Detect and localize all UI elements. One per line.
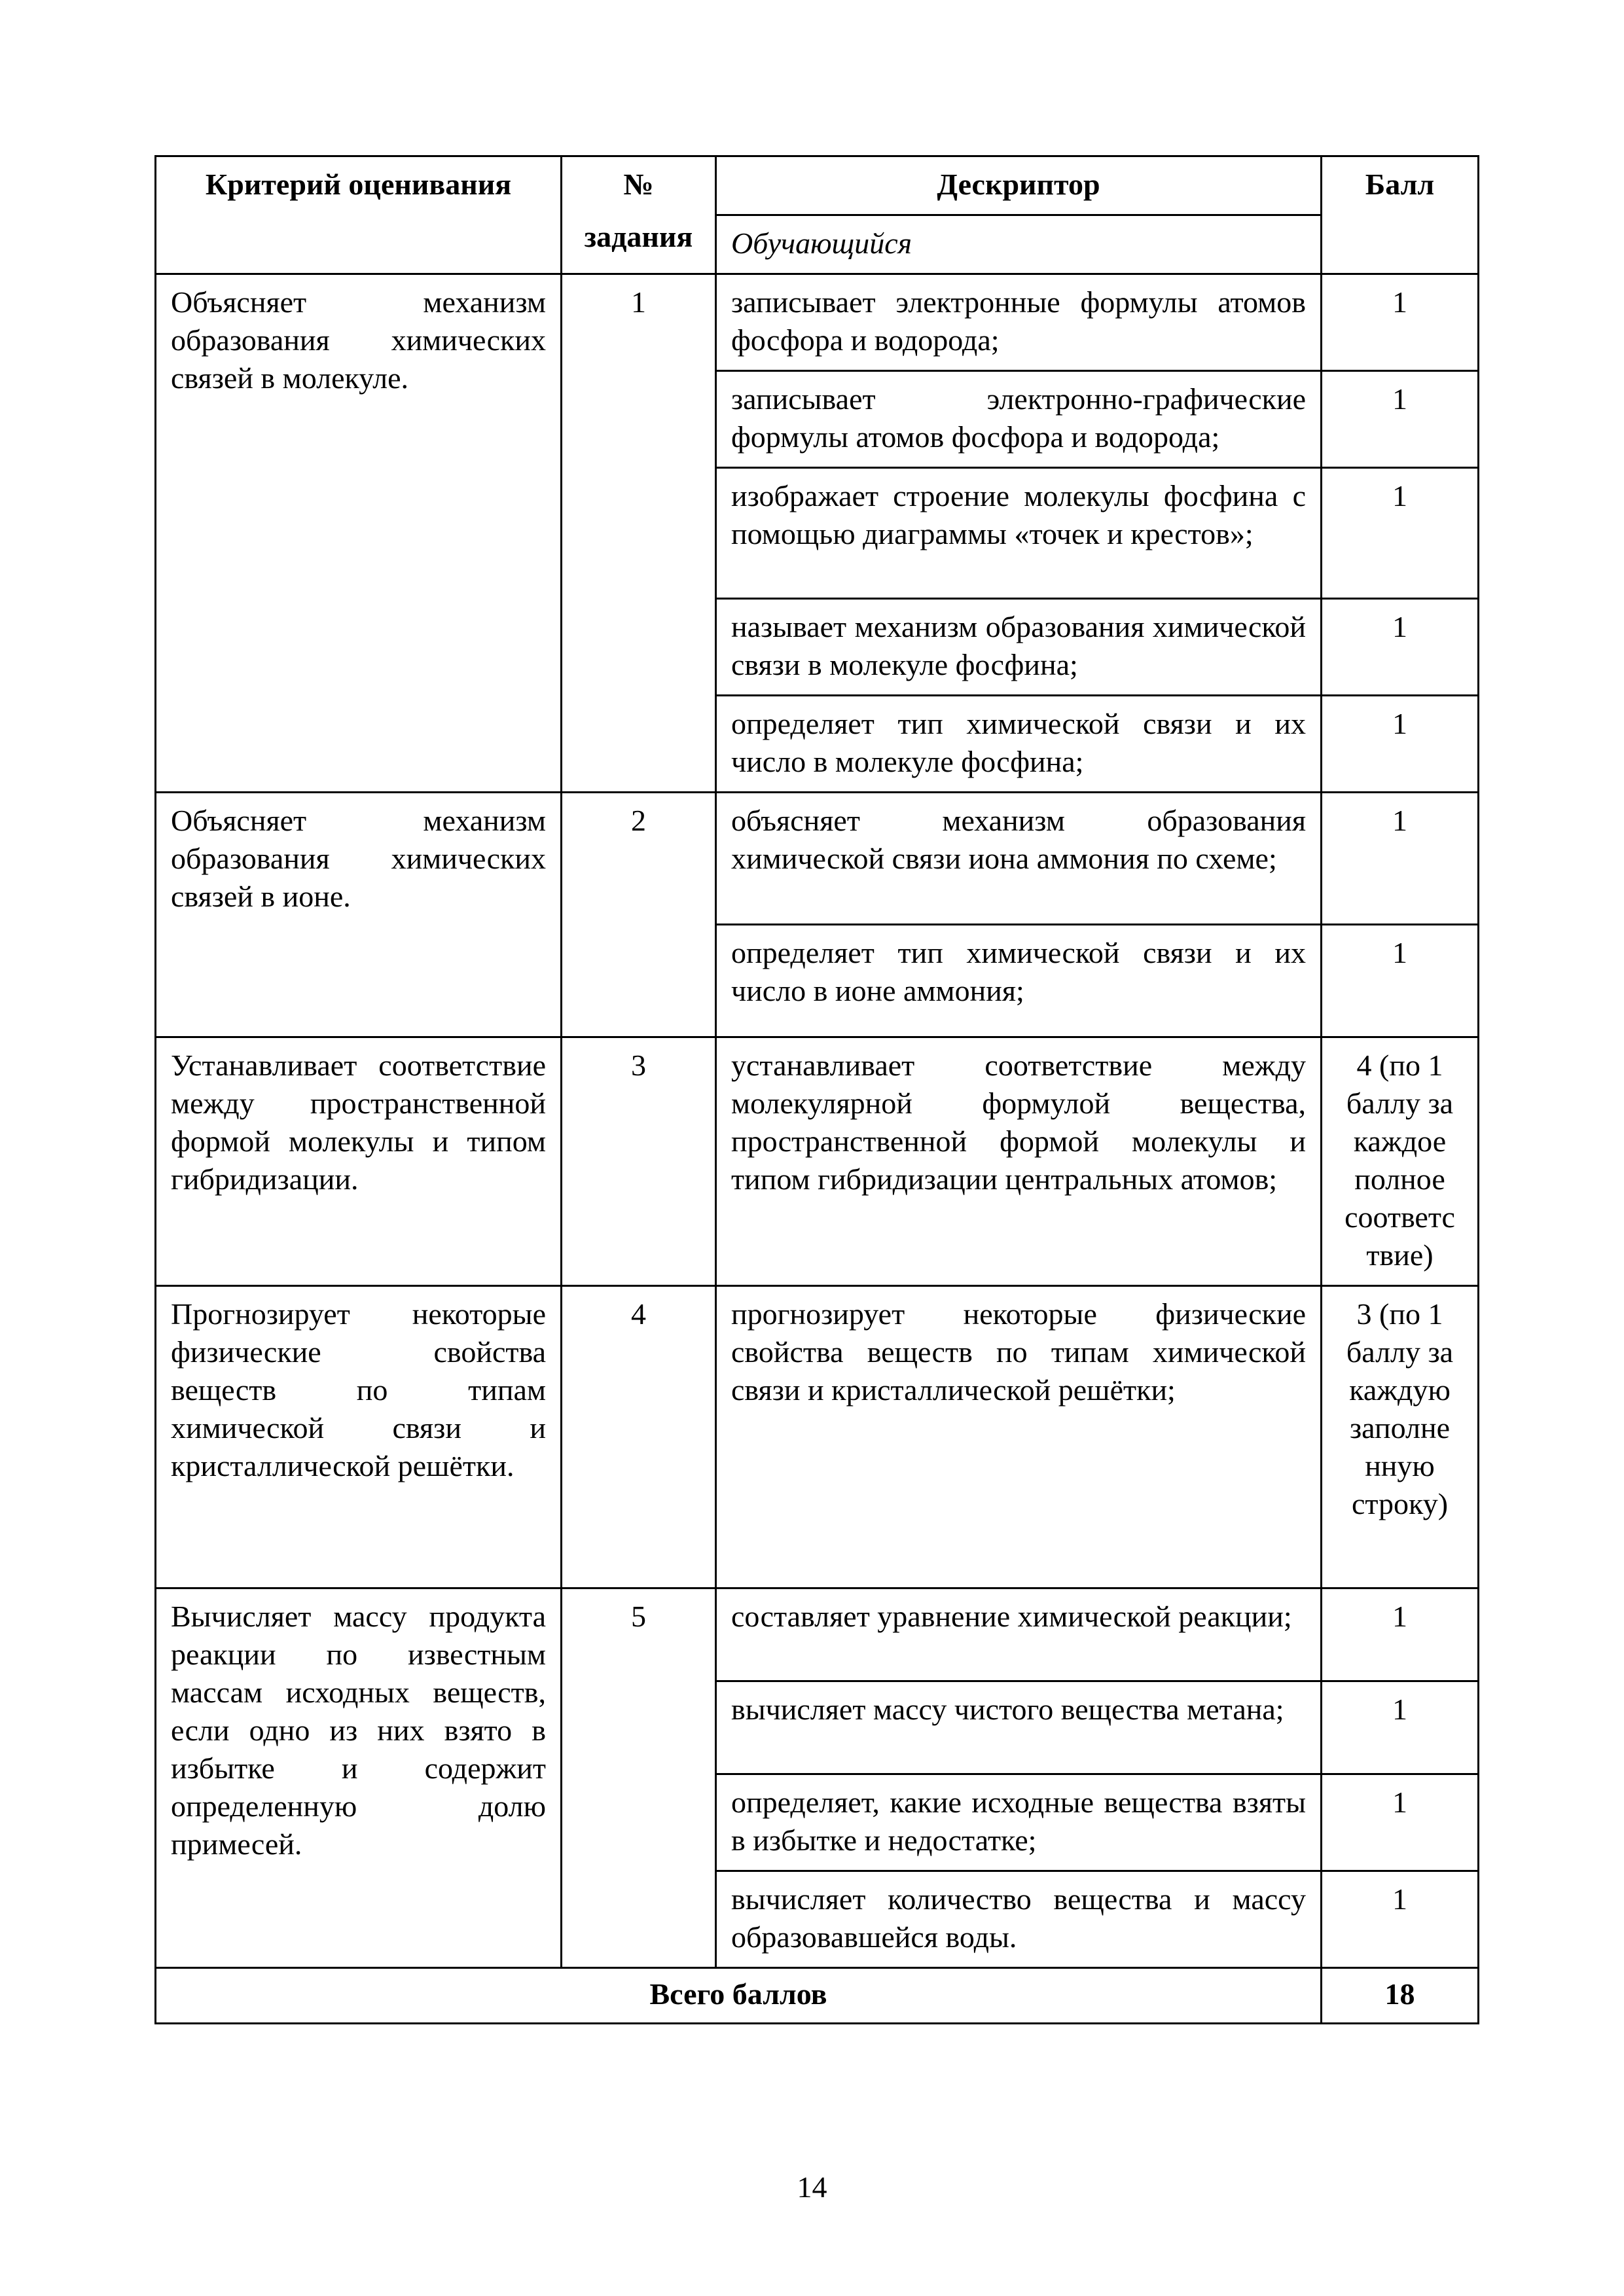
score-cell: 1 <box>1322 1774 1479 1871</box>
score-cell: 4 (по 1 баллу за каждое полное соответс твие) <box>1322 1037 1479 1286</box>
table-row <box>156 1588 1479 1681</box>
score-cell: 1 <box>1322 925 1479 1037</box>
descriptor-cell: объясняет механизм образования химической связи иона аммония по схеме; <box>716 793 1322 925</box>
task-number-cell: 5 <box>562 1588 716 1968</box>
descriptor-cell: составляет уравнение химической реакции; <box>716 1588 1322 1681</box>
assessment-criteria-table <box>154 155 1479 2024</box>
descriptor-cell: прогнозирует некоторые физические свойства веществ по типам химической связи и кристаллической решётки; <box>716 1286 1322 1588</box>
score-cell: 1 <box>1322 599 1479 696</box>
descriptor-cell: определяет тип химической связи и их число в ионе аммония; <box>716 925 1322 1037</box>
criterion-cell: Объясняет механизм образования химических связей в ионе. <box>156 793 562 1037</box>
page-number: 14 <box>797 2170 827 2204</box>
criterion-cell: Объясняет механизм образования химических связей в молекуле. <box>156 274 562 793</box>
score-cell: 3 (по 1 баллу за каждую заполне нную строку) <box>1322 1286 1479 1588</box>
descriptor-cell: записывает электронно-графические формулы атомов фосфора и водорода; <box>716 371 1322 468</box>
descriptor-cell: определяет, какие исходные вещества взяты в избытке и недостатке; <box>716 1774 1322 1871</box>
descriptor-cell: вычисляет количество вещества и массу образовавшейся воды. <box>716 1871 1322 1968</box>
header-score: Балл <box>1322 156 1479 274</box>
score-cell: 1 <box>1322 1681 1479 1774</box>
score-cell: 1 <box>1322 793 1479 925</box>
header-criterion: Критерий оценивания <box>156 156 562 274</box>
table-row <box>156 274 1479 371</box>
total-score: 18 <box>1322 1968 1479 2024</box>
score-cell: 1 <box>1322 1588 1479 1681</box>
table-row <box>156 793 1479 925</box>
descriptor-cell: вычисляет массу чистого вещества метана; <box>716 1681 1322 1774</box>
descriptor-cell: записывает электронные формулы атомов фосфора и водорода; <box>716 274 1322 371</box>
descriptor-cell: определяет тип химической связи и их число в молекуле фосфина; <box>716 696 1322 793</box>
table-row <box>156 1037 1479 1286</box>
score-cell: 1 <box>1322 371 1479 468</box>
score-cell: 1 <box>1322 1871 1479 1968</box>
criterion-cell: Прогнозирует некоторые физические свойства веществ по типам химической связи и кристаллической решётки. <box>156 1286 562 1588</box>
criterion-cell: Вычисляет массу продукта реакции по известным массам исходных веществ, если одно из них взято в избытке и содержит определенную долю примесей. <box>156 1588 562 1968</box>
descriptor-cell: устанавливает соответствие между молекулярной формулой вещества, пространственной формой молекулы и типом гибридизации центральных атомов; <box>716 1037 1322 1286</box>
criterion-cell: Устанавливает соответствие между пространственной формой молекулы и типом гибридизации. <box>156 1037 562 1286</box>
score-cell: 1 <box>1322 468 1479 599</box>
header-task-number-line2: задания <box>584 220 693 253</box>
descriptor-cell: называет механизм образования химической связи в молекуле фосфина; <box>716 599 1322 696</box>
total-row <box>156 1968 1479 2024</box>
score-cell: 1 <box>1322 274 1479 371</box>
table-row <box>156 1286 1479 1588</box>
header-task-number-line1: № <box>623 168 654 201</box>
task-number-cell: 3 <box>562 1037 716 1286</box>
header-descriptor: Дескриптор <box>716 156 1322 215</box>
task-number-cell: 2 <box>562 793 716 1037</box>
header-task-number <box>562 156 716 274</box>
task-number-cell: 1 <box>562 274 716 793</box>
total-label: Всего баллов <box>156 1968 1322 2024</box>
header-descriptor-subtitle: Обучающийся <box>716 215 1322 274</box>
descriptor-cell: изображает строение молекулы фосфина с помощью диаграммы «точек и крестов»; <box>716 468 1322 599</box>
task-number-cell: 4 <box>562 1286 716 1588</box>
score-cell: 1 <box>1322 696 1479 793</box>
